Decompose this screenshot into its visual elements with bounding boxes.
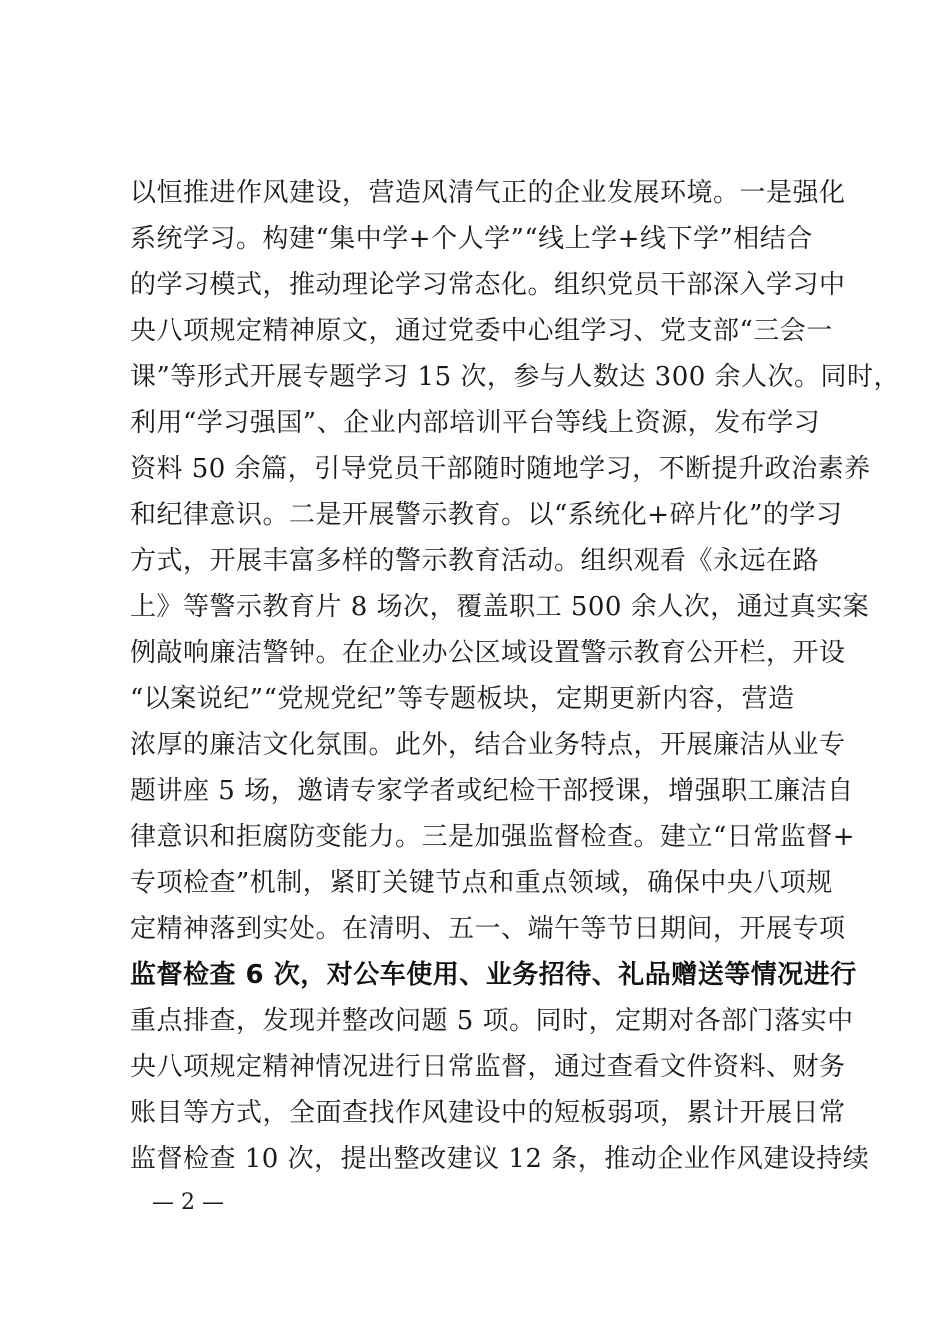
text-line: 监督检查 10 次，提出整改建议 12 条，推动企业作风建设持续 — [130, 1144, 870, 1174]
text-line: 方式，开展丰富多样的警示教育活动。组织观看《永远在路 — [130, 546, 820, 576]
text-line: 定精神落到实处。在清明、五一、端午等节日期间，开展专项 — [130, 914, 846, 944]
text-line: 账目等方式，全面查找作风建设中的短板弱项，累计开展日常 — [130, 1098, 846, 1128]
text-line: 律意识和拒腐防变能力。三是加强监督检查。建立“日常监督+ — [130, 822, 856, 852]
text-line: 上》等警示教育片 8 场次，覆盖职工 500 余人次，通过真实案 — [130, 592, 870, 622]
text-line: 例敲响廉洁警钟。在企业办公区域设置警示教育公开栏，开设 — [130, 638, 846, 668]
text-line: 的学习模式，推动理论学习常态化。组织党员干部深入学习中 — [130, 270, 846, 300]
body-paragraph — [130, 170, 901, 1182]
text-line: 资料 50 余篇，引导党员干部随时随地学习，不断提升政治素养 — [130, 454, 871, 484]
text-line: 央八项规定精神情况进行日常监督，通过查看文件资料、财务 — [130, 1052, 846, 1082]
text-line: 浓厚的廉洁文化氛围。此外，结合业务特点，开展廉洁从业专 — [130, 730, 846, 760]
text-line: “以案说纪”“党规党纪”等专题板块，定期更新内容，营造 — [130, 684, 795, 714]
text-line: 题讲座 5 场，邀请专家学者或纪检干部授课，增强职工廉洁自 — [130, 776, 854, 806]
text-line: 系统学习。构建“集中学+个人学”“线上学+线下学”相结合 — [130, 224, 813, 254]
text-line: 和纪律意识。二是开展警示教育。以“系统化+碎片化”的学习 — [130, 500, 843, 530]
text-line: 以恒推进作风建设，营造风清气正的企业发展环境。一是强化 — [130, 178, 846, 208]
text-line: 专项检查”机制，紧盯关键节点和重点领域，确保中央八项规 — [130, 868, 833, 898]
page-number: — 2 — — [152, 1190, 224, 1215]
text-line: 央八项规定精神原文，通过党委中心组学习、党支部“三会一 — [130, 316, 833, 346]
text-line: 课”等形式开展专题学习 15 次，参与人数达 300 余人次。同时， — [130, 362, 901, 392]
text-line: 利用“学习强国”、企业内部培训平台等线上资源，发布学习 — [130, 408, 821, 438]
text-line-bold: 监督检查 6 次，对公车使用、业务招待、礼品赠送等情况进行 — [130, 960, 857, 990]
text-line: 重点排查，发现并整改问题 5 项。同时，定期对各部门落实中 — [130, 1006, 854, 1036]
